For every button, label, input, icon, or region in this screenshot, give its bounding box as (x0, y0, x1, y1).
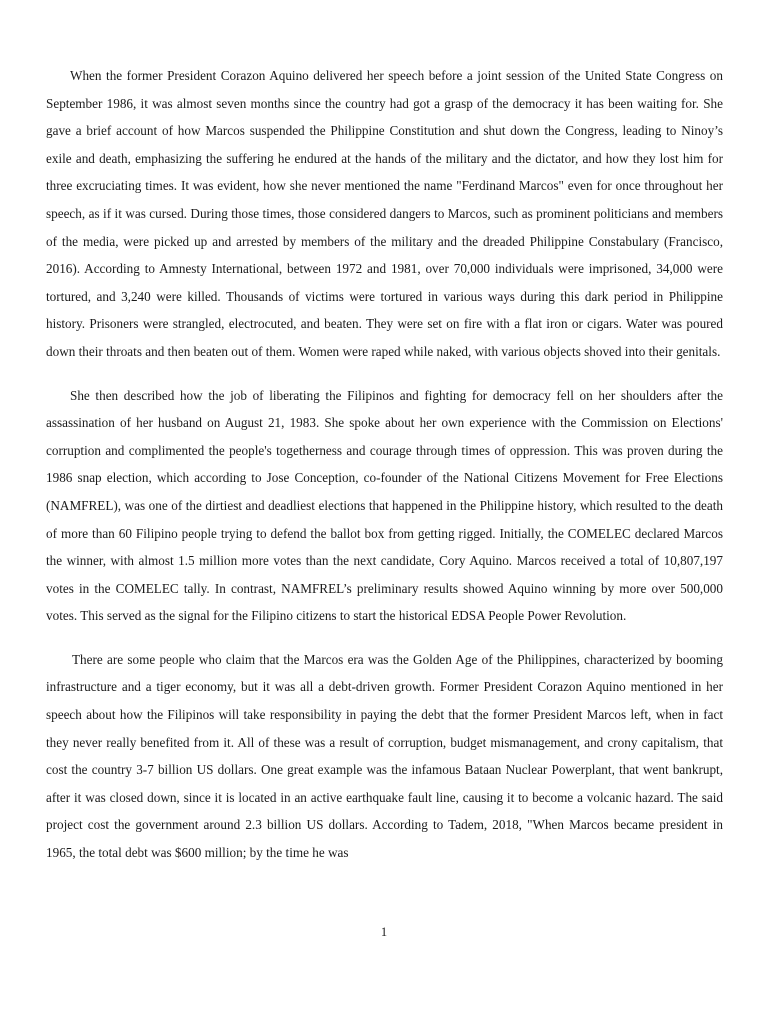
document-body (46, 62, 723, 883)
page-number: 1 (380, 925, 388, 939)
paragraph-3: There are some people who claim that the Marcos era was the Golden Age of the Philippines, characterized by booming infrastructure and a tiger economy, but it was all a debt-driven growth. Former President Corazon Aquino mentioned in her speech about how the Filipinos will take responsibility in paying the debt that the former President Marcos left, when in fact they never really benefited from it. All of these was a result of corruption, budget mismanagement, and crony capitalism, that cost the country 3-7 billion US dollars. One great example was the infamous Bataan Nuclear Powerplant, that went bankrupt, after it was closed down, since it is located in an active earthquake fault line, causing it to become a volcanic hazard. The said project cost the government around 2.3 billion US dollars. According to Tadem, 2018, "When Marcos became president in 1965, the total debt was $600 million; by the time he was (46, 651, 723, 861)
paragraph-1: When the former President Corazon Aquino delivered her speech before a joint session of the United State Congress on September 1986, it was almost seven months since the country had got a grasp of the democracy it has been waiting for. She gave a brief account of how Marcos suspended the Philippine Constitution and shut down the Congress, leading to Ninoy’s exile and death, emphasizing the suffering he endured at the hands of the military and the dictator, and how they lost him for three excruciating times. It was evident, how she never mentioned the name "Ferdinand Marcos" even for once throughout her speech, as if it was cursed. During those times, those considered dangers to Marcos, such as prominent politicians and members of the media, were picked up and arrested by members of the military and the dreaded Philippine Constabulary (Francisco, 2016). According to Amnesty International, between 1972 and 1981, over 70,000 individuals were imprisoned, 34,000 were tortured, and 3,240 were killed. Thousands of victims were tortured in various ways during this dark period in Philippine history. Prisoners were strangled, electrocuted, and beaten. They were set on fire with a flat iron or cigars. Water was poured down their throats and then beaten out of them. Women were raped while naked, with various objects shoved into their genitals. (46, 68, 723, 359)
paragraph-2: She then described how the job of liberating the Filipinos and fighting for democracy fell on her shoulders after the assassination of her husband on August 21, 1983. She spoke about her own experience with the Commission on Elections' corruption and complimented the people's togetherness and courage through times of oppression. This was proven during the 1986 snap election, which according to Jose Conception, co-founder of the National Citizens Movement for Free Elections (NAMFREL), was one of the dirtiest and deadliest elections that happened in the Philippine history, which resulted to the death of more than 60 Filipino people trying to defend the ballot box from getting rigged. Initially, the COMELEC declared Marcos the winner, with almost 1.5 million more votes than the next candidate, Cory Aquino. Marcos received a total of 10,807,197 votes in the COMELEC tally. In contrast, NAMFREL’s preliminary results showed Aquino winning by more over 500,000 votes. This served as the signal for the Filipino citizens to start the historical EDSA People Power Revolution. (46, 387, 723, 624)
